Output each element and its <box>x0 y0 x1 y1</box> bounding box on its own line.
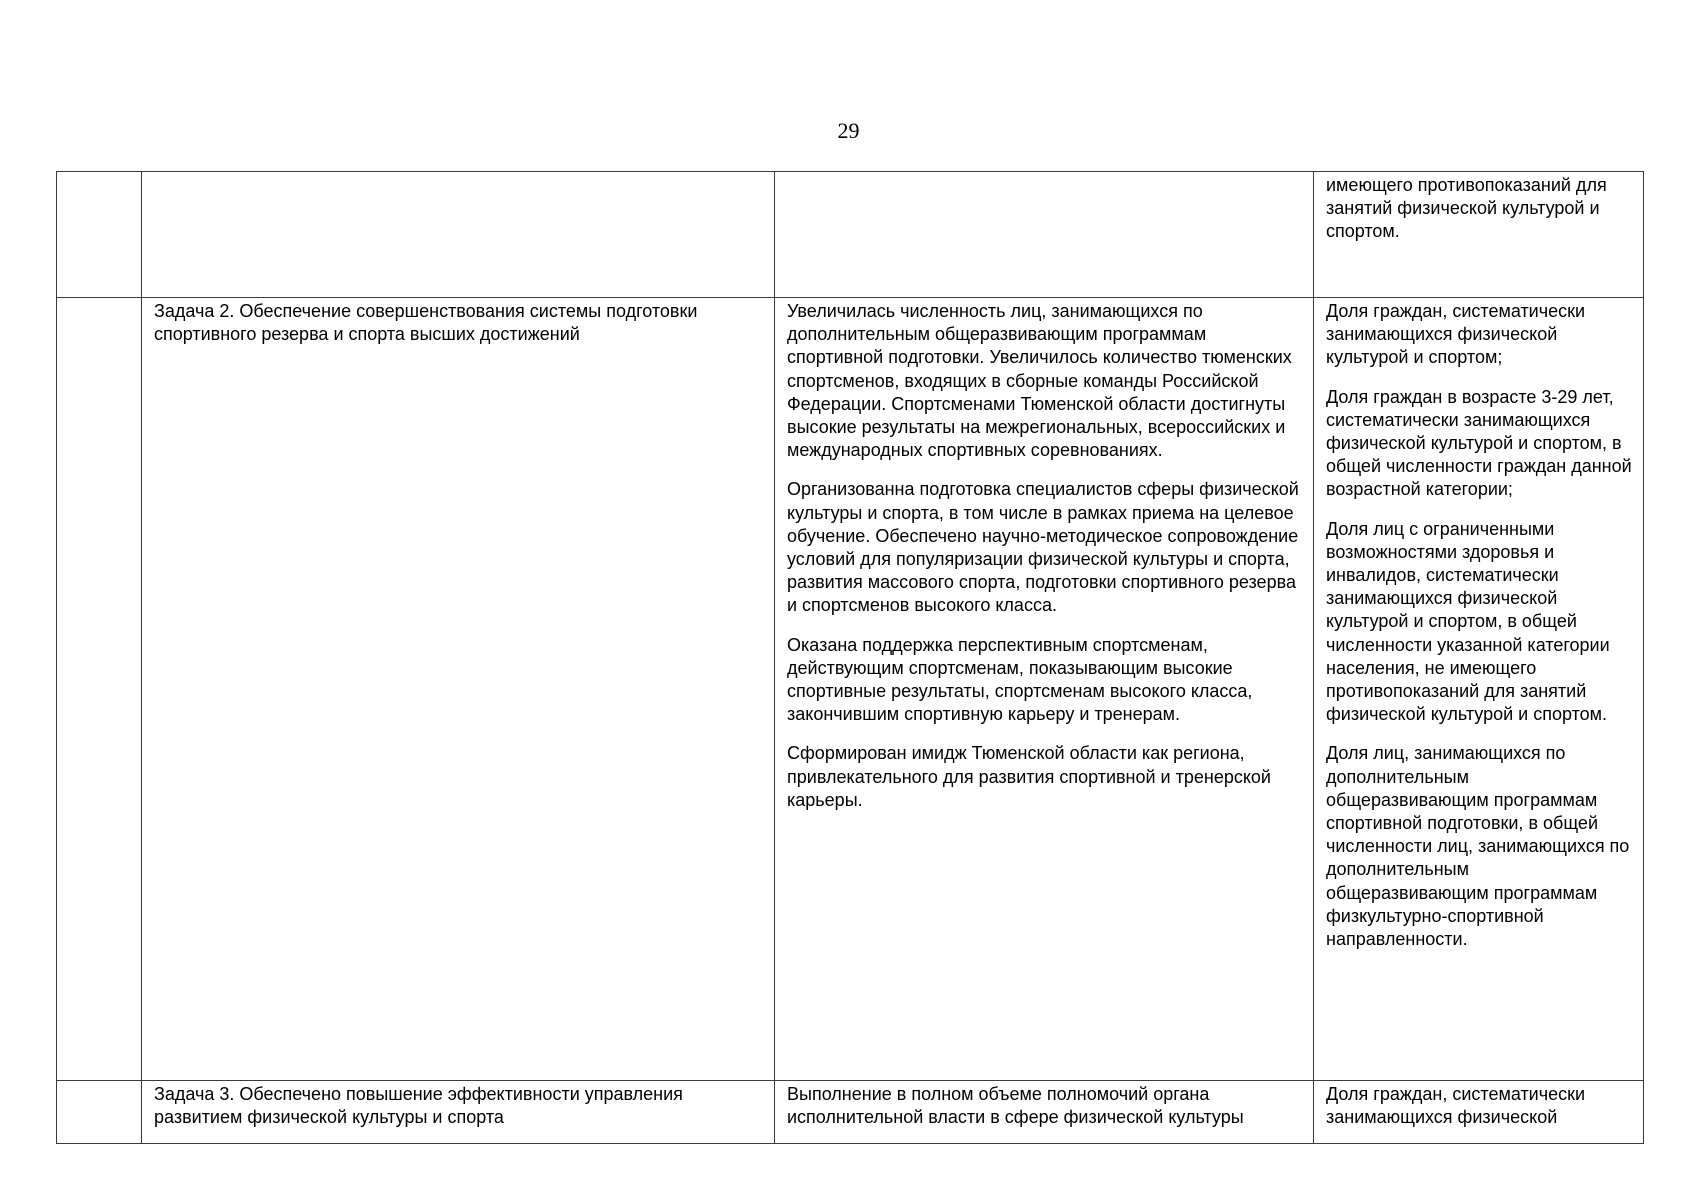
row-number-cell <box>57 1081 142 1144</box>
task-cell: Задача 3. Обеспечено повышение эффективности управления развитием физической культуры и спорта <box>142 1081 775 1144</box>
indicator-text: Доля граждан, систематически занимающихся физической культурой и спортом; <box>1326 301 1586 368</box>
indicator-text: Доля лиц с ограниченными возможностями здоровья и инвалидов, систематически занимающихся физической культурой и спортом, в общей численности указанной категории населения, не имеющего противопоказаний для занятий физической культурой и спортом. <box>1326 518 1610 725</box>
task-cell <box>142 172 775 298</box>
indicators-cell <box>1314 172 1644 298</box>
indicator-text: имеющего противопоказаний для занятий физической культурой и спортом. <box>1326 175 1607 242</box>
indicator-text: Доля граждан в возрасте 3-29 лет, систематически занимающихся физической культурой и спортом, в общей численности граждан данной возрастной категории; <box>1326 386 1632 500</box>
task-cell: Задача 2. Обеспечение совершенствования системы подготовки спортивного резерва и спорта высших достижений <box>142 298 775 1081</box>
result-paragraph: Выполнение в полном объеме полномочий органа исполнительной власти в сфере физической культуры <box>787 1084 1244 1128</box>
result-paragraph: Организованна подготовка специалистов сферы физической культуры и спорта, в том числе в рамках приема на целевое обучение. Обеспечено научно-методическое сопровождение условий для популяризации физической культуры и спорта, развития массового спорта, подготовки спортивного резерва и спортсменов высокого класса. <box>787 479 1299 616</box>
table-row <box>57 298 1644 1081</box>
results-cell <box>775 1081 1314 1144</box>
table-row <box>57 172 1644 298</box>
results-cell <box>775 172 1314 298</box>
result-paragraph: Оказана поддержка перспективным спортсменам, действующим спортсменам, показывающим высокие спортивные результаты, спортсменам высокого класса, закончившим спортивную карьеру и тренерам. <box>787 634 1253 725</box>
indicators-cell <box>1314 298 1644 1081</box>
result-paragraph: Сформирован имидж Тюменской области как региона, привлекательного для развития спортивной и тренерской карьеры. <box>787 743 1271 810</box>
row-number-cell <box>57 172 142 298</box>
indicator-text: Доля граждан, систематически занимающихся физической <box>1326 1084 1586 1128</box>
table-row <box>57 1081 1644 1144</box>
results-cell <box>775 298 1314 1081</box>
page-number: 29 <box>837 118 860 143</box>
result-paragraph: Увеличилась численность лиц, занимающихся по дополнительным общеразвивающим программам спортивной подготовки. Увеличилось количество тюменских спортсменов, входящих в сборные команды Российской Федерации. Спортсменами Тюменской области достигнуты высокие результаты на межрегиональных, всероссийских и международных спортивных соревнованиях. <box>787 301 1292 461</box>
row-number-cell <box>57 298 142 1081</box>
indicator-text: Доля лиц, занимающихся по дополнительным общеразвивающим программам спортивной подготовки, в общей численности лиц, занимающихся по дополнительным общеразвивающим программам физкультурно-спортивной направленности. <box>1326 743 1630 950</box>
goals-table <box>56 171 1644 1144</box>
indicators-cell <box>1314 1081 1644 1144</box>
